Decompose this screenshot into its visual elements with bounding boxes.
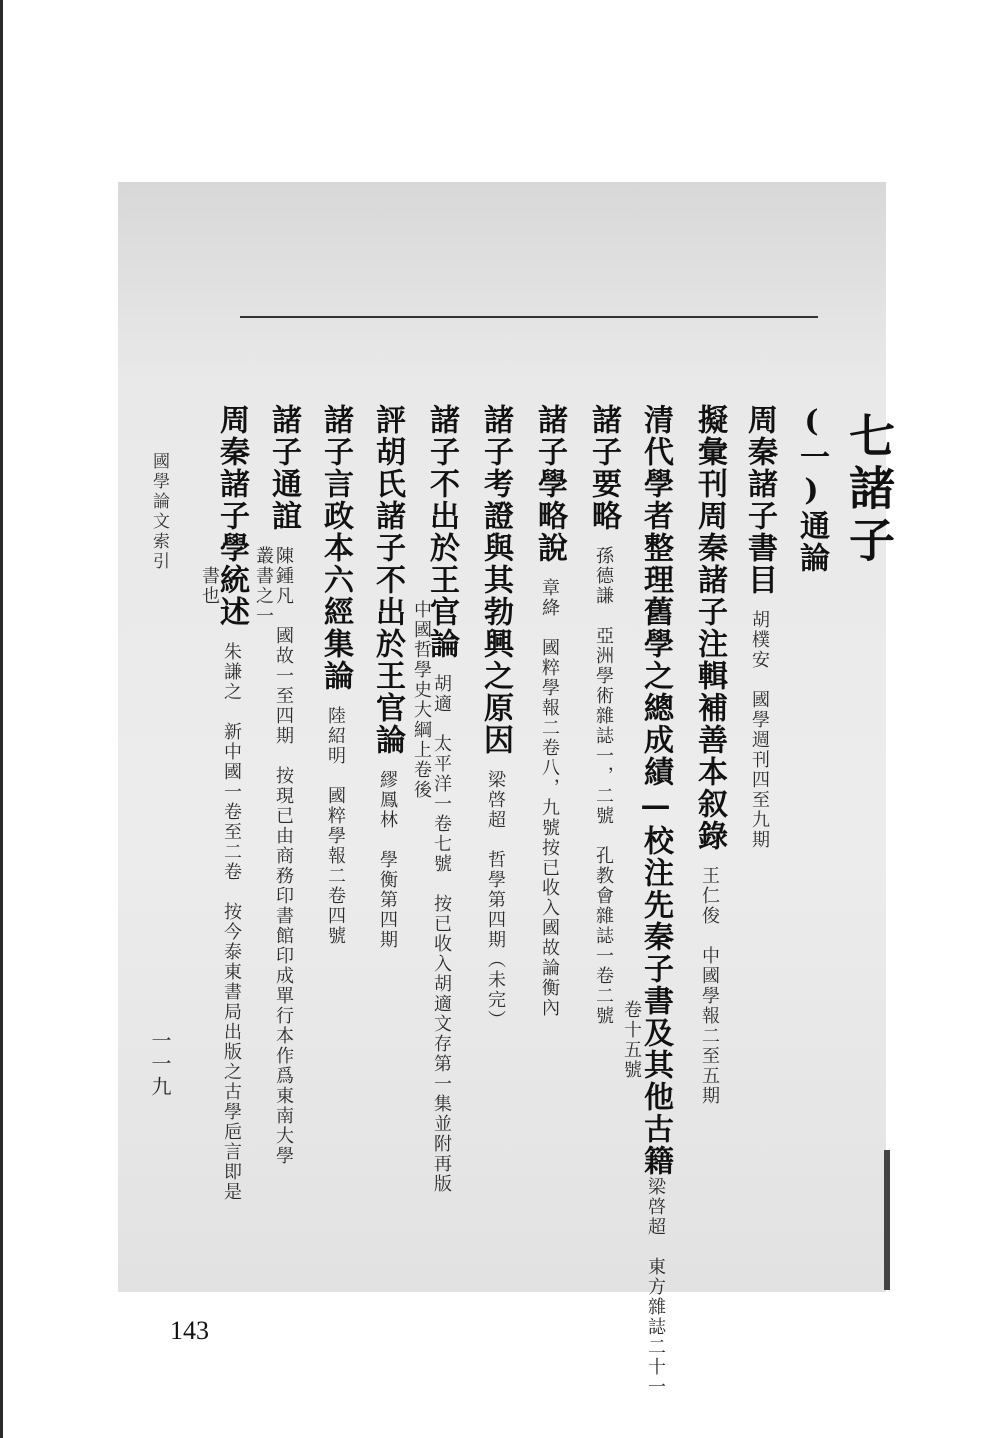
- entry-title: 諸子要略: [586, 404, 621, 532]
- entry-title: 擬彙刊周秦諸子注輯補善本叙錄: [692, 404, 727, 852]
- entry-meta: 中國哲學史大綱上卷後: [411, 600, 432, 800]
- entry-continuation: [254, 546, 272, 626]
- entry-item: [586, 404, 621, 1026]
- entry-title: 周秦諸子學統述: [214, 404, 249, 628]
- entry-meta: 卷十五號: [621, 1000, 642, 1080]
- entry-title: 諸子學略說: [532, 404, 567, 564]
- printed-page-number: 一一九: [148, 1030, 172, 1099]
- entry-meta: 梁啓超 哲學第四期（未完）: [485, 770, 506, 1030]
- entry-item: [214, 404, 249, 1202]
- section-title: (一)通論: [794, 404, 829, 574]
- entry-meta: 書也: [199, 566, 220, 606]
- entry-meta: 繆鳳林 學衡第四期: [377, 770, 398, 950]
- entry-title: 諸子通誼: [266, 404, 301, 532]
- header-rule: [240, 316, 818, 318]
- entry-meta: 叢書之一: [253, 546, 274, 626]
- entry-title: 諸子不出於王官論: [424, 404, 459, 660]
- entry-title: 評胡氏諸子不出於王官論: [370, 404, 405, 756]
- entry-meta: 章絳 國粹學報二卷八，九號按已收入國故論衡內: [539, 578, 560, 1018]
- chapter-title: 七諸子: [842, 412, 896, 568]
- entry-continuation: [622, 1000, 640, 1080]
- entry-item: [742, 404, 777, 850]
- scan-page-number: 143: [170, 1316, 209, 1345]
- entry-title: 諸子言政本六經集論: [318, 404, 353, 692]
- entry-meta: 陳鍾凡 國故一至四期 按現已由商務印書館印成單行本作爲東南大學: [273, 546, 294, 1166]
- entry-meta: 朱謙之 新中國一卷至二卷 按今泰東書局出版之古學巵言即是: [221, 642, 242, 1202]
- scan-left-border: [0, 0, 3, 1438]
- entry-title: 諸子考證與其勃興之原因: [478, 404, 513, 756]
- entry-item: [638, 404, 673, 1397]
- entry-item: [370, 404, 405, 950]
- entry-meta: 胡適 太平洋一卷七號 按已收入胡適文存第一集並附再版: [431, 674, 452, 1194]
- entry-meta: 陸紹明 國粹學報二卷四號: [325, 706, 346, 946]
- entry-item: [532, 404, 567, 1018]
- entry-item: [318, 404, 353, 946]
- entry-meta: 胡樸安 國學週刊四至九期: [749, 610, 770, 850]
- entry-continuation: [200, 566, 218, 606]
- entry-item: [266, 404, 301, 1166]
- entry-meta: 孫德謙 亞洲學術雜誌一，二號 孔教會雜誌一卷二號: [593, 546, 614, 1026]
- entry-title: 清代學者整理舊學之總成績—校注先秦子書及其他古籍: [638, 404, 673, 1177]
- entry-meta: 梁啓超 東方雜誌二十一: [645, 1177, 666, 1397]
- entry-item: [692, 404, 727, 1106]
- entry-meta: 王仁俊 中國學報二至五期: [699, 866, 720, 1106]
- running-title: 國學論文索引: [149, 452, 169, 572]
- entry-title: 周秦諸子書目: [742, 404, 777, 596]
- entry-item: [478, 404, 513, 1030]
- scan-edge-mark: [884, 1150, 890, 1290]
- entry-continuation: [412, 600, 430, 800]
